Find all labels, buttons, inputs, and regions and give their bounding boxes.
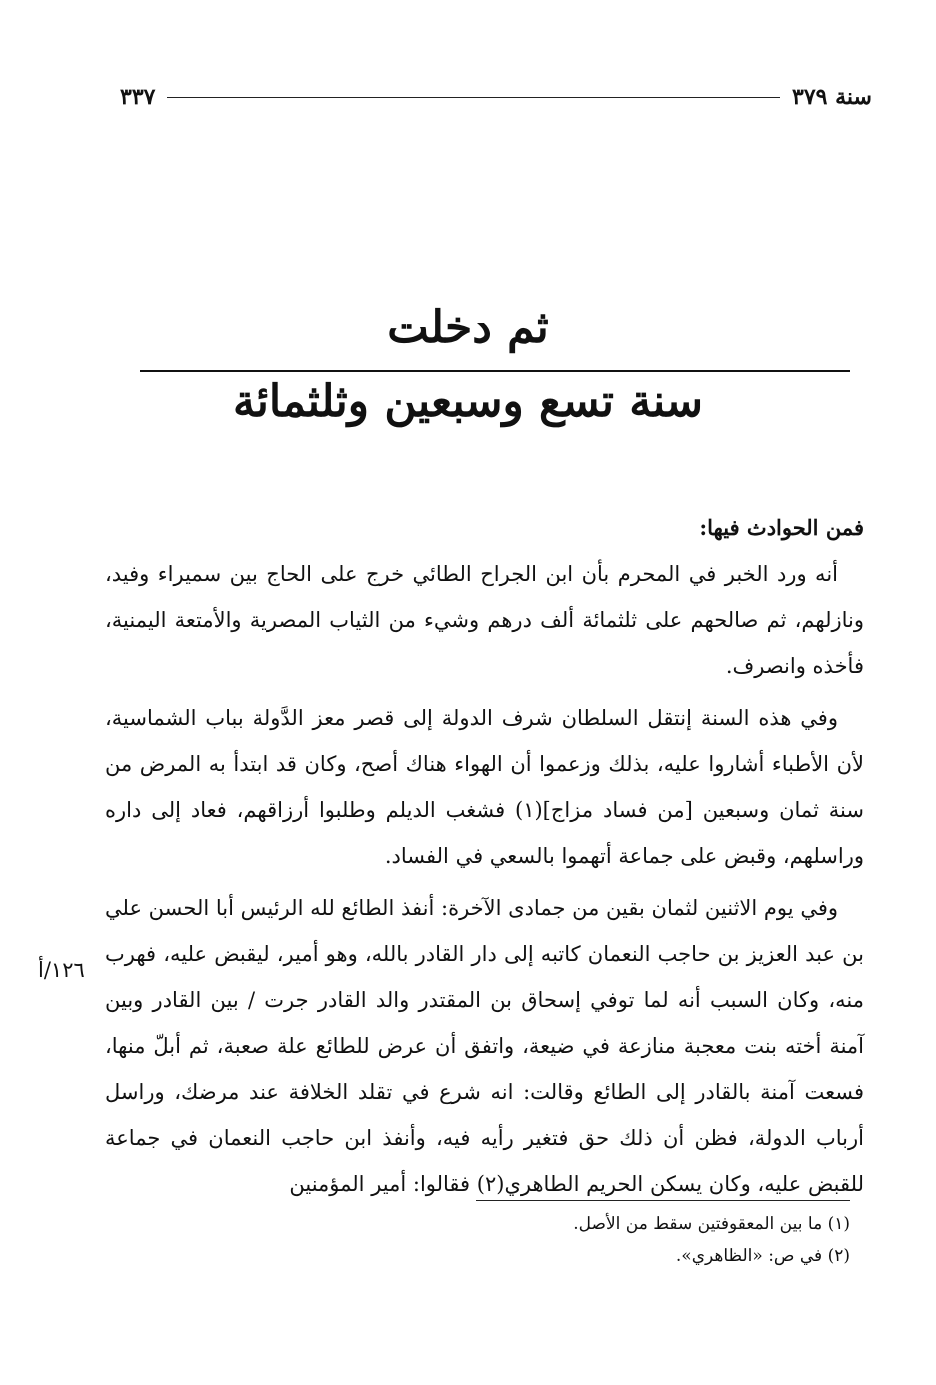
manuscript-folio-note: ١٢٦/أ: [38, 958, 85, 982]
page-number: ٣٣٧: [120, 84, 156, 110]
running-header: [120, 80, 872, 114]
chapter-title-line1: ثم دخلت: [387, 302, 549, 353]
footnote-2: (٢) في ص: «الظاهري».: [675, 1246, 850, 1266]
header-rule: [167, 97, 780, 98]
section-heading: فمن الحوادث فيها:: [699, 515, 864, 540]
title-divider: [140, 370, 850, 372]
footnote-divider: [476, 1200, 850, 1201]
paragraph-3: وفي يوم الاثنين لثمان بقين من جمادى الآخرة: أنفذ الطائع لله الرئيس أبا الحسن علي بن عبد العزيز بن حاجب النعمان كاتبه إلى دار القادر بالله، وهو أمير، ليقبض عليه، فهرب منه، وكان السبب أنه لما توفي إسحاق بن المقتدر والد القادر جرت / بين القادر وبين آمنة أخته بنت معجبة منازعة في ضيعة، واتفق أن عرض للطائع علة صعبة، ثم أبلّ منها، فسعت آمنة بالقادر إلى الطائع وقالت: انه شرع في تقلد الخلافة عند مرضك، وراسل أرباب الدولة، فظن أن ذلك حق فتغير رأيه فيه، وأنفذ ابن حاجب النعمان في جماعة للقبض عليه، وكان يسكن الحريم الطاهري(٢) فقالوا: أمير المؤمنين: [105, 896, 864, 1196]
paragraph-2: وفي هذه السنة إنتقل السلطان شرف الدولة إلى قصر معز الدَّولة بباب الشماسية، لأن الأطباء أشاروا عليه، بذلك وزعموا أن الهواء هناك أصح، وكان قد ابتدأ به المرض من سنة ثمان وسبعين [من فساد مزاج](١) فشغب الديلم وطلبوا أرزاقهم، فعاد إلى داره وراسلهم، وقبض على جماعة أتهموا بالسعي في الفساد.: [105, 706, 864, 868]
paragraph-1: أنه ورد الخبر في المحرم بأن ابن الجراح الطائي خرج على الحاج بين سميراء وفيد، ونازلهم، ثم صالحهم على ثلثمائة ألف درهم وشيء من الثياب المصرية والأمتعة اليمنية، فأخذه وانصرف.: [105, 562, 864, 678]
footnotes: [105, 1208, 850, 1272]
body-text: [105, 505, 864, 1207]
footnote-1: (١) ما بين المعقوفتين سقط من الأصل.: [573, 1214, 850, 1234]
chapter-title-line2: سنة تسع وسبعين وثلثمائة: [232, 376, 703, 427]
header-year: سنة ٣٧٩: [792, 84, 872, 110]
